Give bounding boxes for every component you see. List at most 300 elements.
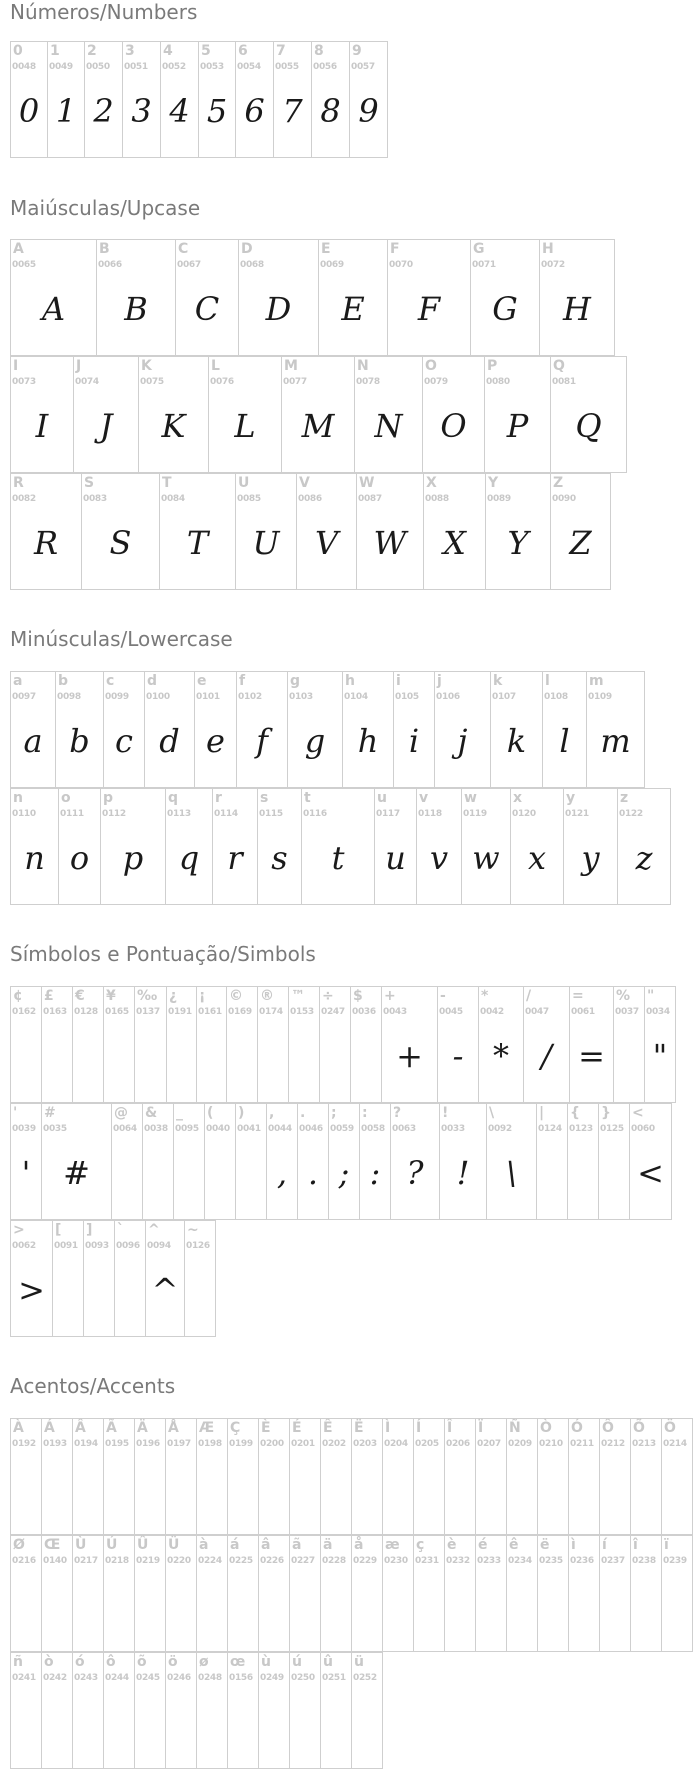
glyph-sample: O xyxy=(440,407,467,445)
glyph-code-label: 0058 xyxy=(361,1124,385,1134)
glyph-char-label: ¥ xyxy=(106,988,116,1004)
glyph-char-label: ] xyxy=(86,1222,93,1238)
glyph-char-label: p xyxy=(103,790,114,806)
glyph-cell-u0196 xyxy=(134,1418,166,1535)
glyph-row-symbols-2 xyxy=(10,1103,672,1220)
glyph-code-label: 0206 xyxy=(446,1439,470,1449)
glyph-code-label: 0075 xyxy=(140,377,164,387)
glyph-code-label: 0112 xyxy=(102,809,126,819)
glyph-sample: 7 xyxy=(282,92,303,130)
glyph-sample: z xyxy=(635,839,653,877)
glyph-sample: V xyxy=(314,524,339,562)
glyph-code-label: 0198 xyxy=(198,1439,222,1449)
glyph-code-label: 0076 xyxy=(210,377,234,387)
glyph-sample xyxy=(112,1142,142,1204)
glyph-cell-period xyxy=(297,1103,329,1220)
glyph-cell-u0245 xyxy=(134,1652,166,1769)
glyph-sample: o xyxy=(69,839,90,877)
glyph-sample: h xyxy=(357,722,379,760)
section-title-symbols: Símbolos e Pontuação/Simbols xyxy=(10,942,316,966)
glyph-cell-2 xyxy=(84,41,123,158)
glyph-code-label: 0047 xyxy=(525,1007,549,1017)
glyph-cell-q xyxy=(165,788,213,905)
glyph-cell-i xyxy=(393,671,435,788)
glyph-cell-slash xyxy=(523,986,570,1103)
glyph-sample: p xyxy=(122,839,144,877)
glyph-sample xyxy=(662,1574,692,1636)
glyph-cell-colon xyxy=(359,1103,391,1220)
glyph-cell-m xyxy=(586,671,645,788)
glyph-code-label: 0045 xyxy=(439,1007,463,1017)
glyph-cell-u0204 xyxy=(382,1418,414,1535)
glyph-code-label: 0251 xyxy=(322,1673,346,1683)
glyph-char-label: a xyxy=(13,673,23,689)
glyph-cell-u0213 xyxy=(630,1418,662,1535)
glyph-char-label: e xyxy=(197,673,207,689)
glyph-cell-backtick xyxy=(114,1220,146,1337)
glyph-cell-u0174 xyxy=(257,986,289,1103)
glyph-code-label: 0072 xyxy=(541,260,565,270)
glyph-char-label: : xyxy=(362,1105,368,1121)
glyph-cell-f-upper xyxy=(387,239,471,356)
glyph-char-label: ' xyxy=(13,1105,18,1121)
glyph-code-label: 0238 xyxy=(632,1556,656,1566)
glyph-code-label: 0101 xyxy=(196,692,220,702)
glyph-code-label: 0069 xyxy=(320,260,344,270)
glyph-char-label: ! xyxy=(442,1105,449,1121)
glyph-cell-paren-open xyxy=(204,1103,236,1220)
glyph-sample: / xyxy=(541,1037,552,1075)
glyph-code-label: 0252 xyxy=(353,1673,377,1683)
glyph-char-label: ê xyxy=(509,1537,519,1553)
glyph-cell-e xyxy=(194,671,237,788)
glyph-code-label: 0231 xyxy=(415,1556,439,1566)
glyph-char-label: 2 xyxy=(87,43,97,59)
glyph-sample: x xyxy=(527,839,547,877)
glyph-cell-3 xyxy=(122,41,161,158)
glyph-code-label: 0243 xyxy=(74,1673,98,1683)
glyph-cell-u0251 xyxy=(320,1652,352,1769)
glyph-code-label: 0116 xyxy=(303,809,327,819)
glyph-code-label: 0087 xyxy=(358,494,382,504)
glyph-char-label: z xyxy=(620,790,629,806)
glyph-cell-6 xyxy=(235,41,274,158)
glyph-cell-u0235 xyxy=(537,1535,569,1652)
glyph-char-label: C xyxy=(178,241,189,257)
glyph-sample: : xyxy=(369,1154,381,1192)
glyph-sample: # xyxy=(63,1154,90,1192)
glyph-sample xyxy=(228,1691,258,1753)
glyph-code-label: 0098 xyxy=(57,692,81,702)
glyph-sample: C xyxy=(194,290,220,328)
glyph-code-label: 0233 xyxy=(477,1556,501,1566)
glyph-char-label: ú xyxy=(292,1654,302,1670)
glyph-code-label: 0059 xyxy=(330,1124,354,1134)
glyph-code-label: 0121 xyxy=(565,809,589,819)
glyph-code-label: 0194 xyxy=(74,1439,98,1449)
glyph-char-label: j xyxy=(437,673,442,689)
glyph-cell-u0241 xyxy=(10,1652,42,1769)
glyph-sample: m xyxy=(600,722,631,760)
glyph-sample xyxy=(135,1574,165,1636)
glyph-sample xyxy=(537,1142,567,1204)
glyph-cell-u0137 xyxy=(134,986,167,1103)
glyph-cell-brace-open xyxy=(567,1103,599,1220)
glyph-sample xyxy=(631,1574,661,1636)
glyph-sample: q xyxy=(178,839,200,877)
glyph-sample xyxy=(352,1457,382,1519)
glyph-code-label: 0057 xyxy=(351,62,375,72)
glyph-sample: Z xyxy=(569,524,592,562)
glyph-cell-u0205 xyxy=(413,1418,445,1535)
glyph-code-label: 0065 xyxy=(12,260,36,270)
glyph-cell-h-upper xyxy=(539,239,615,356)
glyph-cell-u0211 xyxy=(568,1418,600,1535)
glyph-cell-u0243 xyxy=(72,1652,104,1769)
glyph-row-accents-1 xyxy=(10,1418,693,1535)
glyph-cell-u0247 xyxy=(319,986,351,1103)
glyph-code-label: 0081 xyxy=(552,377,576,387)
glyph-cell-u0128 xyxy=(72,986,104,1103)
glyph-sample: v xyxy=(429,839,449,877)
glyph-cell-m-upper xyxy=(281,356,355,473)
glyph-char-label: ¢ xyxy=(13,988,23,1004)
glyph-code-label: 0174 xyxy=(259,1007,283,1017)
glyph-sample: d xyxy=(159,722,180,760)
glyph-sample: K xyxy=(161,407,186,445)
glyph-sample: 1 xyxy=(55,92,77,130)
glyph-sample: j xyxy=(457,722,468,760)
glyph-sample xyxy=(166,1691,196,1753)
glyph-code-label: 0082 xyxy=(12,494,36,504)
glyph-code-label: 0053 xyxy=(200,62,224,72)
glyph-sample xyxy=(507,1574,537,1636)
glyph-char-label: r xyxy=(215,790,222,806)
glyph-cell-v-upper xyxy=(296,473,357,590)
glyph-cell-quote xyxy=(644,986,676,1103)
glyph-sample: ! xyxy=(456,1154,470,1192)
glyph-cell-less-than xyxy=(629,1103,672,1220)
glyph-code-label: 0227 xyxy=(291,1556,315,1566)
glyph-sample: = xyxy=(578,1037,605,1075)
glyph-sample xyxy=(599,1142,629,1204)
glyph-char-label: ò xyxy=(44,1654,54,1670)
glyph-char-label: î xyxy=(633,1537,638,1553)
glyph-sample: Y xyxy=(507,524,529,562)
glyph-code-label: 0120 xyxy=(512,809,536,819)
glyph-char-label: 3 xyxy=(125,43,135,59)
glyph-sample xyxy=(104,1025,134,1087)
glyph-cell-d-upper xyxy=(238,239,319,356)
glyph-char-label: $ xyxy=(353,988,363,1004)
glyph-code-label: 0090 xyxy=(552,494,576,504)
glyph-code-label: 0035 xyxy=(43,1124,67,1134)
glyph-code-label: 0248 xyxy=(198,1673,222,1683)
glyph-sample xyxy=(476,1457,506,1519)
glyph-char-label: Ö xyxy=(664,1420,676,1436)
glyph-code-label: 0230 xyxy=(384,1556,408,1566)
glyph-sample xyxy=(11,1025,41,1087)
glyph-char-label: g xyxy=(290,673,301,689)
glyph-cell-u0201 xyxy=(289,1418,321,1535)
glyph-sample: y xyxy=(581,839,600,877)
glyph-code-label: 0195 xyxy=(105,1439,129,1449)
glyph-char-label: ` xyxy=(117,1222,124,1238)
glyph-cell-j xyxy=(434,671,491,788)
glyph-char-label: , xyxy=(269,1105,275,1121)
glyph-sample: A xyxy=(41,290,66,328)
glyph-sample xyxy=(321,1457,351,1519)
glyph-char-label: É xyxy=(292,1420,302,1436)
glyph-code-label: 0085 xyxy=(237,494,261,504)
glyph-sample: R xyxy=(33,524,59,562)
glyph-cell-bracket-open xyxy=(52,1220,84,1337)
glyph-code-label: 0220 xyxy=(167,1556,191,1566)
glyph-code-label: 0246 xyxy=(167,1673,191,1683)
glyph-sample: k xyxy=(506,722,527,760)
glyph-char-label: 9 xyxy=(352,43,362,59)
glyph-cell-u0226 xyxy=(258,1535,290,1652)
glyph-cell-u0200 xyxy=(258,1418,290,1535)
glyph-sample: N xyxy=(374,407,403,445)
glyph-sample xyxy=(42,1691,72,1753)
glyph-cell-o xyxy=(58,788,101,905)
glyph-char-label: P xyxy=(487,358,498,374)
glyph-sample xyxy=(42,1574,72,1636)
glyph-sample: * xyxy=(493,1037,509,1075)
glyph-code-label: 0113 xyxy=(167,809,191,819)
glyph-char-label: U xyxy=(238,475,250,491)
glyph-sample xyxy=(476,1574,506,1636)
glyph-code-label: 0096 xyxy=(116,1241,140,1251)
glyph-cell-u0239 xyxy=(661,1535,693,1652)
glyph-cell-paren-close xyxy=(235,1103,267,1220)
glyph-sample: < xyxy=(637,1154,664,1192)
glyph-code-label: 0089 xyxy=(487,494,511,504)
section-title-lowercase: Minúsculas/Lowercase xyxy=(10,627,233,651)
glyph-char-label: ü xyxy=(354,1654,364,1670)
glyph-row-upcase-2 xyxy=(10,356,627,473)
glyph-char-label: Ù xyxy=(75,1537,87,1553)
glyph-code-label: 0064 xyxy=(113,1124,137,1134)
glyph-sample xyxy=(351,1025,381,1087)
glyph-sample xyxy=(320,1025,350,1087)
glyph-code-label: 0077 xyxy=(283,377,307,387)
glyph-code-label: 0094 xyxy=(147,1241,171,1251)
glyph-cell-k-upper xyxy=(138,356,209,473)
glyph-sample: " xyxy=(652,1037,668,1075)
glyph-cell-4 xyxy=(160,41,199,158)
glyph-code-label: 0108 xyxy=(544,692,568,702)
glyph-cell-u0238 xyxy=(630,1535,662,1652)
glyph-sample xyxy=(321,1574,351,1636)
glyph-char-label: / xyxy=(526,988,532,1004)
glyph-sample: G xyxy=(492,290,518,328)
glyph-cell-u0191 xyxy=(166,986,197,1103)
glyph-cell-backslash xyxy=(486,1103,537,1220)
glyph-code-label: 0050 xyxy=(86,62,110,72)
glyph-sample: i xyxy=(408,722,420,760)
glyph-cell-u0209 xyxy=(506,1418,538,1535)
glyph-cell-at xyxy=(111,1103,143,1220)
glyph-code-label: 0033 xyxy=(441,1124,465,1134)
glyph-char-label: | xyxy=(539,1105,545,1121)
glyph-char-label: Ò xyxy=(540,1420,552,1436)
glyph-char-label: [ xyxy=(55,1222,62,1238)
glyph-sample: 0 xyxy=(18,92,40,130)
glyph-char-label: € xyxy=(75,988,85,1004)
glyph-sample xyxy=(174,1142,204,1204)
glyph-cell-ampersand xyxy=(142,1103,174,1220)
glyph-code-label: 0106 xyxy=(436,692,460,702)
glyph-char-label: 1 xyxy=(50,43,60,59)
glyph-cell-u0140 xyxy=(41,1535,73,1652)
glyph-sample: - xyxy=(452,1037,464,1075)
glyph-sample: T xyxy=(186,524,209,562)
glyph-sample: ; xyxy=(338,1154,350,1192)
glyph-code-label: 0156 xyxy=(229,1673,253,1683)
glyph-char-label: 5 xyxy=(201,43,211,59)
glyph-cell-u0242 xyxy=(41,1652,73,1769)
glyph-code-label: 0103 xyxy=(289,692,313,702)
glyph-char-label: ™ xyxy=(291,988,305,1004)
glyph-code-label: 0122 xyxy=(619,809,643,819)
glyph-code-label: 0225 xyxy=(229,1556,253,1566)
glyph-sample: E xyxy=(341,290,365,328)
glyph-code-label: 0084 xyxy=(161,494,185,504)
glyph-code-label: 0216 xyxy=(12,1556,36,1566)
glyph-char-label: Ñ xyxy=(509,1420,521,1436)
glyph-sample: u xyxy=(385,839,406,877)
glyph-sample xyxy=(569,1574,599,1636)
glyph-sample xyxy=(227,1025,257,1087)
glyph-char-label: f xyxy=(239,673,246,689)
glyph-row-upcase-1 xyxy=(10,239,615,356)
glyph-cell-u0234 xyxy=(506,1535,538,1652)
glyph-char-label: - xyxy=(440,988,446,1004)
glyph-char-label: ( xyxy=(207,1105,214,1121)
glyph-char-label: \ xyxy=(489,1105,495,1121)
glyph-sample: 3 xyxy=(131,92,152,130)
glyph-sample xyxy=(290,1457,320,1519)
glyph-char-label: X xyxy=(426,475,437,491)
glyph-char-label: á xyxy=(230,1537,240,1553)
glyph-sample: B xyxy=(124,290,148,328)
glyph-char-label: ~ xyxy=(187,1222,199,1238)
glyph-cell-u0165 xyxy=(103,986,135,1103)
glyph-code-label: 0070 xyxy=(389,260,413,270)
glyph-char-label: 6 xyxy=(238,43,248,59)
glyph-cell-z xyxy=(617,788,671,905)
glyph-char-label: " xyxy=(647,988,655,1004)
glyph-sample xyxy=(166,1457,196,1519)
glyph-sample: > xyxy=(18,1271,45,1309)
glyph-char-label: ç xyxy=(416,1537,425,1553)
glyph-cell-minus xyxy=(437,986,479,1103)
glyph-sample xyxy=(538,1457,568,1519)
glyph-code-label: 0078 xyxy=(356,377,380,387)
glyph-char-label: D xyxy=(241,241,253,257)
glyph-code-label: 0244 xyxy=(105,1673,129,1683)
glyph-cell-c-upper xyxy=(175,239,239,356)
glyph-char-label: o xyxy=(61,790,71,806)
glyph-sample: F xyxy=(417,290,441,328)
glyph-cell-u0210 xyxy=(537,1418,569,1535)
glyph-char-label: ‰ xyxy=(137,988,158,1004)
glyph-sample xyxy=(11,1457,41,1519)
glyph-code-label: 0219 xyxy=(136,1556,160,1566)
glyph-sample xyxy=(259,1457,289,1519)
glyph-sample xyxy=(73,1691,103,1753)
glyph-char-label: V xyxy=(299,475,310,491)
glyph-char-label: q xyxy=(168,790,179,806)
glyph-char-label: N xyxy=(357,358,369,374)
glyph-sample: r xyxy=(227,839,243,877)
glyph-sample xyxy=(104,1691,134,1753)
glyph-sample xyxy=(42,1457,72,1519)
glyph-sample: + xyxy=(396,1037,423,1075)
glyph-char-label: 7 xyxy=(276,43,286,59)
glyph-sample xyxy=(135,1691,165,1753)
glyph-char-label: B xyxy=(99,241,110,257)
glyph-sample xyxy=(73,1574,103,1636)
glyph-cell-u0216 xyxy=(10,1535,42,1652)
glyph-code-label: 0060 xyxy=(631,1124,655,1134)
glyph-cell-5 xyxy=(198,41,236,158)
glyph-cell-tilde xyxy=(184,1220,216,1337)
glyph-code-label: 0213 xyxy=(632,1439,656,1449)
glyph-sample: ' xyxy=(21,1154,31,1192)
glyph-sample: P xyxy=(506,407,529,445)
glyph-code-label: 0153 xyxy=(290,1007,314,1017)
glyph-row-accents-2 xyxy=(10,1535,693,1652)
glyph-char-label: £ xyxy=(44,988,54,1004)
glyph-cell-q-upper xyxy=(550,356,627,473)
glyph-char-label: û xyxy=(323,1654,333,1670)
glyph-char-label: l xyxy=(545,673,550,689)
glyph-char-label: Ê xyxy=(323,1420,333,1436)
glyph-sample xyxy=(352,1574,382,1636)
glyph-cell-u0156 xyxy=(227,1652,259,1769)
glyph-char-label: _ xyxy=(176,1105,183,1121)
glyph-char-label: Õ xyxy=(633,1420,645,1436)
glyph-char-label: ® xyxy=(260,988,274,1004)
glyph-sample xyxy=(236,1142,266,1204)
glyph-code-label: 0205 xyxy=(415,1439,439,1449)
glyph-sample: t xyxy=(331,839,345,877)
glyph-char-label: Ä xyxy=(137,1420,148,1436)
glyph-code-label: 0043 xyxy=(383,1007,407,1017)
glyph-code-label: 0111 xyxy=(60,809,84,819)
glyph-code-label: 0140 xyxy=(43,1556,67,1566)
glyph-code-label: 0114 xyxy=(214,809,238,819)
glyph-char-label: ¡ xyxy=(199,988,206,1004)
glyph-code-label: 0126 xyxy=(186,1241,210,1251)
glyph-cell-u0206 xyxy=(444,1418,476,1535)
glyph-char-label: d xyxy=(147,673,158,689)
glyph-char-label: . xyxy=(300,1105,306,1121)
glyph-char-label: å xyxy=(354,1537,364,1553)
glyph-cell-exclamation xyxy=(439,1103,487,1220)
glyph-code-label: 0044 xyxy=(268,1124,292,1134)
glyph-code-label: 0062 xyxy=(12,1241,36,1251)
glyph-cell-y-upper xyxy=(485,473,551,590)
glyph-char-label: ì xyxy=(571,1537,576,1553)
glyph-cell-g xyxy=(287,671,343,788)
glyph-code-label: 0203 xyxy=(353,1439,377,1449)
glyph-sample: n xyxy=(24,839,45,877)
glyph-code-label: 0041 xyxy=(237,1124,261,1134)
